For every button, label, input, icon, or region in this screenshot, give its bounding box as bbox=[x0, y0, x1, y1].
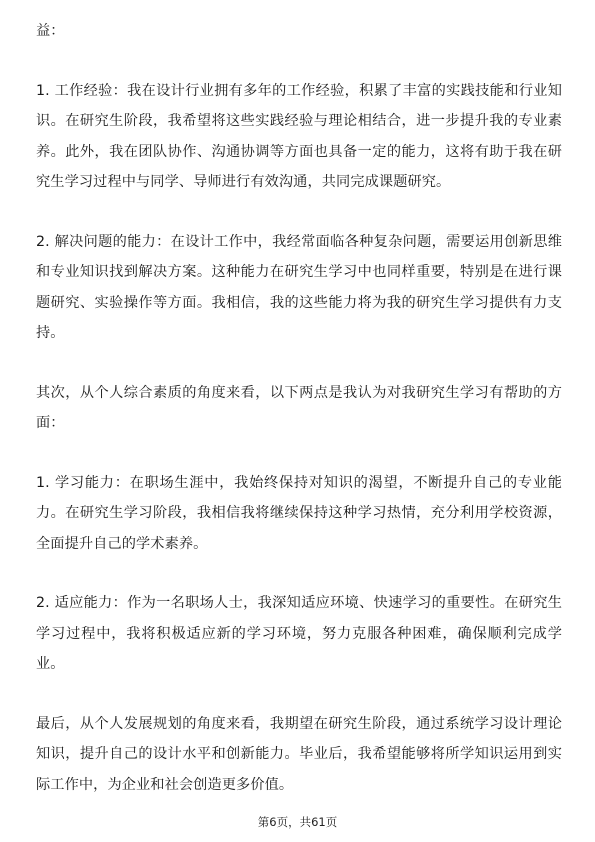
paragraph-development-plan: 最后，从个人发展规划的角度来看，我期望在研究生阶段，通过系统学习设计理论知识，提升自己的设计水平和创新能力。毕业后，我希望能够将所学知识运用到实际工作中，为企业和社会创造更多价值。 bbox=[36, 715, 562, 793]
paragraph-gap bbox=[36, 680, 562, 709]
paragraph-work-experience: 1. 工作经验：我在设计行业拥有多年的工作经验，积累了丰富的实践技能和行业知识。在研究生阶段，我希望将这些实践经验与理论相结合，进一步提升我的专业素养。此外，我在团队协作、沟通协调等方面也具备一定的能力，这将有助于我在研究生学习过程中与同学、导师进行有效沟通，共同完成课题研究。 bbox=[36, 82, 562, 190]
paragraph-gap bbox=[36, 47, 562, 76]
paragraph-personal-qualities: 其次，从个人综合素质的角度来看，以下两点是我认为对我研究生学习有帮助的方面： bbox=[36, 384, 562, 431]
paragraph-adaptability: 2. 适应能力：作为一名职场人士，我深知适应环境、快速学习的重要性。在研究生学习过程中，我将积极适应新的学习环境，努力克服各种困难，确保顺利完成学业。 bbox=[36, 595, 562, 672]
paragraph-gap bbox=[36, 439, 562, 468]
document-page bbox=[36, 16, 562, 800]
paragraph-intro: 益： bbox=[36, 23, 65, 39]
paragraph-gap bbox=[36, 198, 562, 227]
page-number-footer: 第6页，共61页 bbox=[257, 815, 338, 829]
paragraph-problem-solving: 2. 解决问题的能力：在设计工作中，我经常面临各种复杂问题，需要运用创新思维和专业知识找到解决方案。这种能力在研究生学习中也同样重要，特别是在进行课题研究、实验操作等方面。我相信，我的这些能力将为我的研究生学习提供有力支持。 bbox=[36, 233, 562, 341]
paragraph-learning-ability: 1. 学习能力：在职场生涯中，我始终保持对知识的渴望，不断提升自己的专业能力。在研究生学习阶段，我相信我将继续保持这种学习热情，充分利用学校资源，全面提升自己的学术素养。 bbox=[36, 474, 562, 552]
paragraph-gap bbox=[36, 349, 562, 378]
paragraph-gap bbox=[36, 559, 562, 588]
